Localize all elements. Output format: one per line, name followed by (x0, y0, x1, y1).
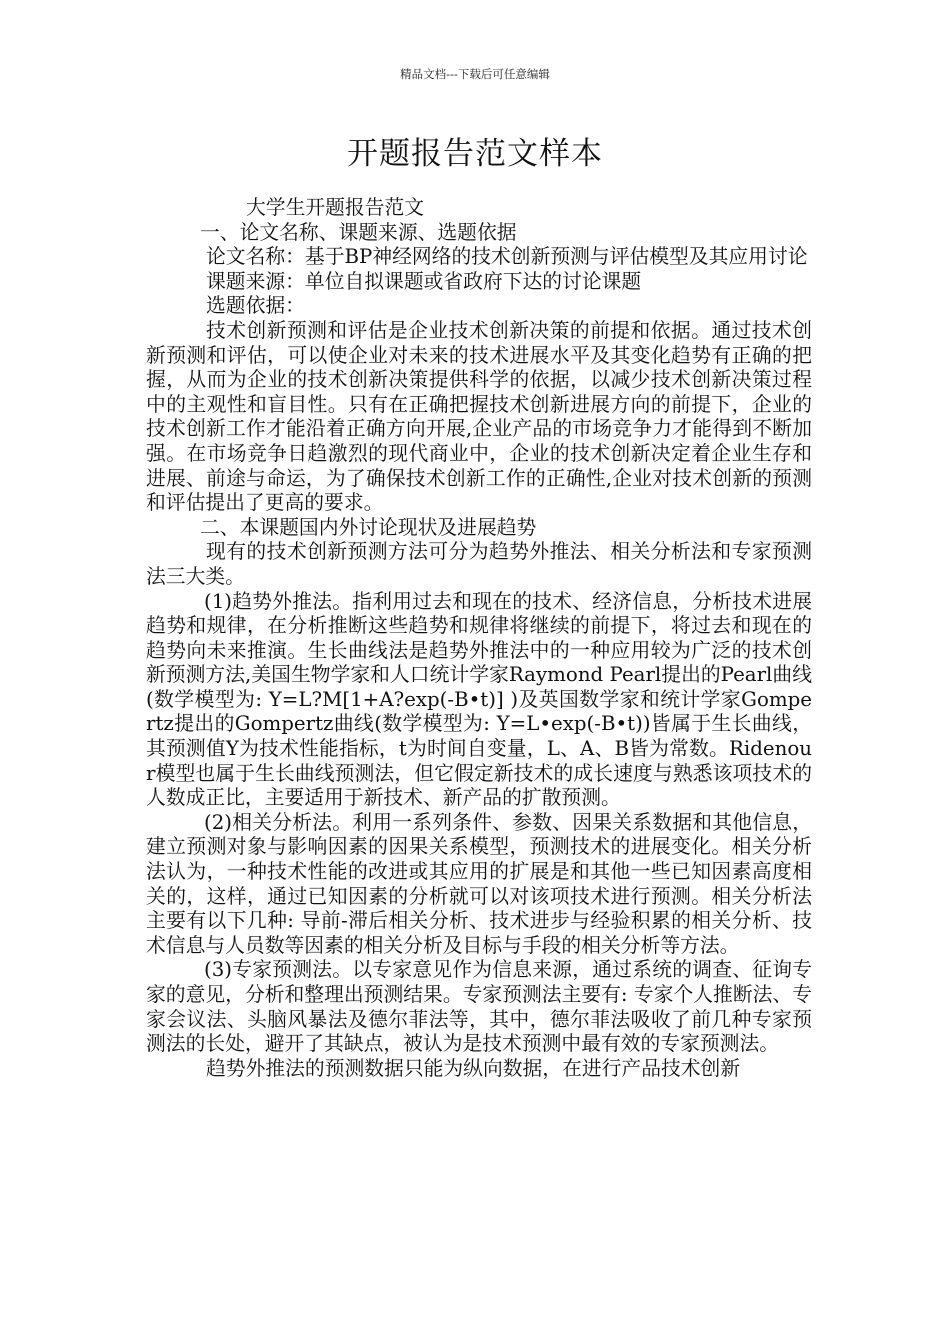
document-subtitle: 大学生开题报告范文 (246, 196, 425, 219)
thesis-name: 论文名称：基于BP神经网络的技术创新预测与评估模型及其应用讨论 (206, 245, 808, 269)
method-correlation-analysis: (2)相关分析法。利用一系列条件、参数、因果关系数据和其他信息，建立预测对象与影响因素的因果关系模型，预测技术的进展变化。相关分析法认为，一种技术性能的改进或其应用的扩展是和其他一些已知因素高度相关的，这样，通过已知因素的分析就可以对该项技术进行预测。相关分析法主要有以下几种: 导前-滞后相关分析、技术进步与经验积累的相关分析、技术信息与人员数等因素的相关分析及目标与手段的相关分析等方法。 (146, 810, 812, 957)
basis-label: 选题依据： (206, 294, 305, 318)
final-paragraph: 趋势外推法的预测数据只能为纵向数据，在进行产品技术创新 (206, 1056, 741, 1080)
basis-paragraph: 技术创新预测和评估是企业技术创新决策的前提和依据。通过技术创新预测和评估，可以使企业对未来的技术进展水平及其变化趋势有正确的把握，从而为企业的技术创新决策提供科学的依据，以减少技术创新决策过程中的主观性和盲目性。只有在正确把握技术创新进展方向的前提下，企业的技术创新工作才能沿着正确方向开展,企业产品的市场竞争力才能得到不断加强。在市场竞争日趋激烈的现代商业中，企业的技术创新决定着企业生存和进展、前途与命运，为了确保技术创新工作的正确性,企业对技术创新的预测和评估提出了更高的要求。 (146, 318, 812, 515)
page-header-note: 精品文档---下载后可任意编辑 (400, 67, 550, 81)
section-heading-2: 二、本课题国内外讨论现状及进展趋势 (200, 515, 537, 539)
document-body (146, 196, 812, 1081)
method-trend-extrapolation: (1)趋势外推法。指利用过去和现在的技术、经济信息，分析技术进展趋势和规律，在分析推断这些趋势和规律将继续的前提下，将过去和现在的趋势向未来推演。生长曲线法是趋势外推法中的一种应用较为广泛的技术创新预测方法,美国生物学家和人口统计学家Raymond Pearl提出的Pearl曲线(数学模型为: Y=L?M[1+A?exp(-B•t)] )及英国数学家和统计学家Gompertz提出的Gompertz曲线(数学模型为: Y=L•exp(-B•t))皆属于生长曲线，其预测值Y为技术性能指标，t为时间自变量，L、A、B皆为常数。Ridenour模型也属于生长曲线预测法，但它假定新技术的成长速度与熟悉该项技术的人数成正比，主要适用于新技术、新产品的扩散预测。 (146, 589, 812, 810)
method-expert-prediction: (3)专家预测法。以专家意见作为信息来源，通过系统的调查、征询专家的意见，分析和整理出预测结果。专家预测法主要有: 专家个人推断法、专家会议法、头脑风暴法及德尔菲法等，其中，德尔菲法吸收了前几种专家预测法的长处，避开了其缺点，被认为是技术预测中最有效的专家预测法。 (146, 958, 812, 1056)
document-title: 开题报告范文样本 (347, 136, 603, 172)
topic-source: 课题来源：单位自拟课题或省政府下达的讨论课题 (206, 269, 642, 293)
methods-intro-paragraph: 现有的技术创新预测方法可分为趋势外推法、相关分析法和专家预测法三大类。 (146, 540, 812, 588)
section-heading-1: 一、论文名称、课题来源、选题依据 (200, 220, 517, 244)
